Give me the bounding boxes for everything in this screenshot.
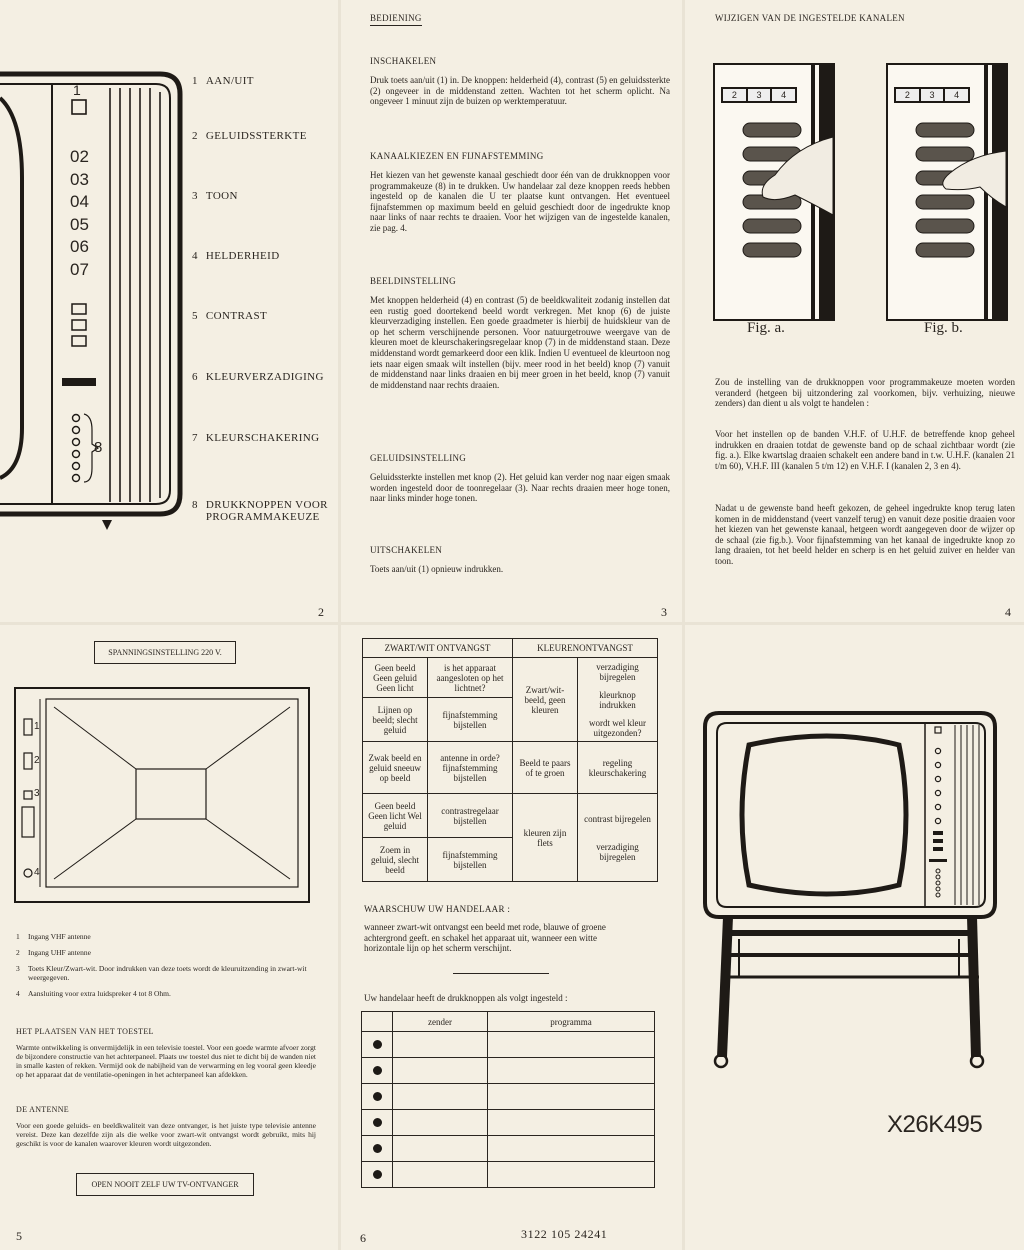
- page-3: [341, 0, 682, 622]
- bw-symptom: Geen beeld Geen geluid Geen licht: [363, 658, 428, 698]
- page-number-5: 5: [16, 1229, 22, 1243]
- terminal-label-3: 3: [34, 788, 40, 799]
- control-knob-5: 05: [70, 214, 89, 234]
- band-digit: 4: [772, 89, 795, 101]
- label-7: 7 KLEURSCHAKERING: [192, 432, 320, 444]
- zender-cell: [393, 1136, 488, 1162]
- bullet-dot-icon: [373, 1066, 382, 1075]
- programma-header: programma: [488, 1012, 655, 1032]
- bullet-dot-icon: [373, 1092, 382, 1101]
- label-3: 3 TOON: [192, 190, 238, 202]
- bullet-cell: [362, 1110, 393, 1136]
- troubleshooting-table: [362, 638, 658, 882]
- label-4: 4 HELDERHEID: [192, 250, 280, 262]
- bw-remedy: fijnafstemming bijstellen: [428, 698, 513, 742]
- programma-cell: [488, 1136, 655, 1162]
- section-inschakelen: [370, 56, 670, 107]
- bullet-dot-icon: [373, 1040, 382, 1049]
- zender-cell: [393, 1162, 488, 1188]
- zender-header: zender: [393, 1012, 488, 1032]
- section-heading: INSCHAKELEN: [370, 56, 437, 66]
- rear-panel-lines: [16, 689, 308, 901]
- tv-front-panel-diagram: [0, 58, 200, 618]
- color-remedies: verzadiging bijregelen kleurknop indrukken wordt wel kleur uitgezonden?: [578, 658, 658, 742]
- dealer-row: [362, 1058, 655, 1084]
- bw-symptom: Geen beeld Geen licht Wel geluid: [363, 794, 428, 838]
- program-buttons-label: 8: [94, 439, 103, 456]
- control-knob-3: 03: [70, 169, 89, 189]
- color-remedies: contrast bijregelen verzadiging bijregelen: [578, 794, 658, 882]
- programma-cell: [488, 1110, 655, 1136]
- paragraph-2: Voor het instellen op de banden V.H.F. of U.H.F. de betreffende knop geheel indrukken en draaien totdat de gewenste band op de schaal zichtbaar wordt (zie fig. a.). Elke kwartslag draaien schakelt een andere band in t.w. U.H.F. (kanalen 21 t/m 60), V.H.F. III (kanalen 5 t/m 12) en V.H.F. I (kanalen 2, 3 en 4).: [715, 429, 1015, 471]
- bullet-dot-icon: [373, 1118, 382, 1127]
- section-text: Toets aan/uit (1) opnieuw indrukken.: [370, 564, 504, 574]
- control-knob-list: [70, 146, 89, 281]
- figure-b-caption: Fig. b.: [924, 320, 963, 336]
- section-heading: BEELDINSTELLING: [370, 276, 456, 286]
- label-8: 8 DRUKKNOPPEN VOOR PROGRAMMAKEUZE: [192, 499, 328, 523]
- bw-remedy: fijnafstemming bijstellen: [428, 838, 513, 882]
- bw-symptom: Lijnen op beeld; slecht geluid: [363, 698, 428, 742]
- power-switch-number: 1: [73, 82, 81, 98]
- rear-panel-diagram: [14, 687, 310, 903]
- page-5: [0, 625, 338, 1250]
- section-text: Druk toets aan/uit (1) in. De knoppen: helderheid (4), contrast (5) en geluidssterkte (2) ongeveer in de middenstand zetten. Wachten tot het scherm oplicht. Na ongeveer 1 minuut zijn de buizen op werktemperatuur.: [370, 75, 670, 107]
- label-2: 2 GELUIDSSTERKTE: [192, 130, 307, 142]
- color-symptom: kleuren zijn flets: [513, 794, 578, 882]
- zender-cell: [393, 1058, 488, 1084]
- label-5: 5 CONTRAST: [192, 310, 268, 322]
- page-number-6: 6: [360, 1231, 366, 1245]
- figure-a: [713, 63, 835, 321]
- bullet-cell: [362, 1162, 393, 1188]
- dealer-row: [362, 1162, 655, 1188]
- bw-symptom: Zwak beeld en geluid sneeuw op beeld: [363, 742, 428, 794]
- programma-cell: [488, 1058, 655, 1084]
- terminal-label-4: 4: [34, 867, 40, 878]
- section-text: Warmte ontwikkeling is onvermijdelijk in een televisie toestel. Voor een goede warmte afvoer zorgt de bijzondere constructie van het achterpaneel. Plaats uw toestel dus niet te dicht bij de wanden niet in smalle kasten of rekken. Vermijd ook de nabijheid van de verwarming en leg vooral geen kleedje op het apparaat dat de ventilatie-openingen in het achterpaneel kan afdekken.: [16, 1043, 316, 1079]
- push-buttons-hand-illustration: [715, 65, 833, 319]
- model-number: X26K495: [887, 1111, 983, 1138]
- page-4: [685, 0, 1024, 622]
- figure-a-caption: Fig. a.: [747, 320, 785, 336]
- bullet-dot-icon: [373, 1170, 382, 1179]
- section-heading: UITSCHAKELEN: [370, 545, 443, 555]
- color-symptom: Beeld te paars of te groen: [513, 742, 578, 794]
- dot-column-header: [362, 1012, 393, 1032]
- programma-cell: [488, 1084, 655, 1110]
- zender-cell: [393, 1032, 488, 1058]
- note-1: 1 Ingang VHF antenne: [16, 932, 91, 941]
- page-2: [0, 0, 338, 622]
- section-heading: GELUIDSINSTELLING: [370, 453, 467, 463]
- page-6: [341, 625, 682, 1250]
- section-text: Voor een goede geluids- en beeldkwaliteit van deze ontvanger, is het juiste type televisie antenne vereist. Deze kan dezelfde zijn als die welke voor zwart-wit ontvangst wordt gebruikt, mits hij geschikt is voor de kanalen waarover kleuren wordt uitgezonden.: [16, 1121, 316, 1148]
- bw-remedy: antenne in orde? fijnafstemming bijstellen: [428, 742, 513, 794]
- divider: [453, 973, 549, 974]
- dealer-rows: [362, 1032, 655, 1188]
- dealer-row: [362, 1136, 655, 1162]
- figure-b: [886, 63, 1008, 321]
- header-bw: ZWART/WIT ONTVANGST: [363, 639, 513, 658]
- color-symptom: Zwart/wit-beeld, geen kleuren: [513, 658, 578, 742]
- control-knob-2: 02: [70, 147, 89, 166]
- section-kanaalkiezen: [370, 151, 670, 234]
- tv-set-illustration: [699, 705, 1019, 1075]
- section-heading: HET PLAATSEN VAN HET TOESTEL: [16, 1027, 154, 1036]
- control-knob-6: 06: [70, 237, 89, 256]
- warn-heading: WAARSCHUW UW HANDELAAR :: [364, 904, 511, 914]
- bw-remedy: is het apparaat aangesloten op het lichtnet?: [428, 658, 513, 698]
- note-2: 2 Ingang UHF antenne: [16, 948, 91, 957]
- section-heading: DE ANTENNE: [16, 1105, 69, 1114]
- band-digit: 3: [921, 89, 944, 101]
- zender-cell: [393, 1110, 488, 1136]
- note-3: 3 Toets Kleur/Zwart-wit. Door indrukken van deze toets wordt de kleuruitzending in zwart-wit weergegeven.: [16, 964, 307, 982]
- bullet-dot-icon: [373, 1144, 382, 1153]
- warn-text: wanneer zwart-wit ontvangst een beeld met rode, blauwe of groene achtergrond geeft. en schakel het apparaat uit, wanneer een witte horizontale lijn op het scherm verschijnt.: [364, 922, 606, 954]
- label-1: 1 AAN/UIT: [192, 75, 254, 87]
- section-plaatsen: [16, 1027, 316, 1079]
- band-digit: 4: [945, 89, 968, 101]
- terminal-label-2: 2: [34, 755, 40, 766]
- page-number-2: 2: [318, 605, 324, 619]
- warning-box-open-nooit: OPEN NOOIT ZELF UW TV-ONTVANGER: [76, 1173, 254, 1196]
- push-buttons-hand-illustration: [888, 65, 1006, 319]
- dealer-row: [362, 1032, 655, 1058]
- page-7-cover: [685, 625, 1024, 1250]
- bw-symptom: Zoem in geluid, slecht beeld: [363, 838, 428, 882]
- programma-cell: [488, 1032, 655, 1058]
- page-number-3: 3: [661, 605, 667, 619]
- section-antenne: [16, 1105, 316, 1148]
- paragraph-3: Nadat u de gewenste band heeft gekozen, de geheel ingedrukte knop terug laten komen in de middenstand (veert vanzelf terug) en vanuit deze positie draaien voor het kiezen van het gewenste kanaal, hetgeen wordt aangegeven door de wijzer op de schaal (zie fig.b.). Voor fijnafstemming van het kanaal de ingedrukte knop zo lang draaien, tot het beeld helder en scherp is en het geluid zuiver en helder van toon.: [715, 503, 1015, 566]
- section-heading: KANAALKIEZEN EN FIJNAFSTEMMING: [370, 151, 544, 161]
- bullet-cell: [362, 1084, 393, 1110]
- programma-cell: [488, 1162, 655, 1188]
- page-title-bediening: BEDIENING: [370, 13, 422, 26]
- bullet-cell: [362, 1136, 393, 1162]
- section-text: Geluidssterkte instellen met knop (2). Het geluid kan verder nog naar eigen smaak worden ingesteld door de toonregelaar (3). Naar rechts draaien meer hoge tonen, naar links minder hoge tonen.: [370, 472, 670, 504]
- section-beeldinstelling: [370, 276, 670, 390]
- dealer-row: [362, 1084, 655, 1110]
- note-4: 4 Aansluiting voor extra luidspreker 4 tot 8 Ohm.: [16, 989, 171, 998]
- section-geluidsinstelling: [370, 453, 670, 504]
- band-digit: 2: [723, 89, 746, 101]
- bullet-cell: [362, 1058, 393, 1084]
- dealer-row: [362, 1110, 655, 1136]
- control-knob-7: 07: [70, 259, 89, 279]
- bw-remedy: contrastregelaar bijstellen: [428, 794, 513, 838]
- section-uitschakelen: [370, 545, 670, 575]
- header-color: KLEURENONTVANGST: [513, 639, 658, 658]
- band-digit: 3: [748, 89, 771, 101]
- dealer-text: Uw handelaar heeft de drukknoppen als volgt ingesteld :: [364, 993, 568, 1003]
- voltage-setting-box: SPANNINGSINSTELLING 220 V.: [94, 641, 236, 664]
- label-6: 6 KLEURVERZADIGING: [192, 371, 324, 383]
- connection-notes: [16, 932, 316, 998]
- band-digit: 2: [896, 89, 919, 101]
- control-knob-4: 04: [70, 192, 89, 211]
- zender-cell: [393, 1084, 488, 1110]
- part-code: 3122 105 24241: [521, 1227, 608, 1241]
- terminal-label-1: 1: [34, 721, 40, 732]
- section-text: Met knoppen helderheid (4) en contrast (5) de beeldkwaliteit zodanig instellen dat een rustig goed doortekend beeld wordt verkregen. Met knop (6) de juiste kleurverzadiging instellen. Een goede graadmeter is hierbij de huidskleur van de op het scherm verschijnende personen. Voor natuurgetrouwe weergave van de kleuren moet de kleurschakeringsregelaar knop (7) in de middenstand staan. Deze middenstand wordt gemarkeerd door een klik. Indien U eventueel de kleurtoon nog iets naar eigen smaak wilt instellen (bijv. meer rood in het beeld) knop (7) vanuit de middenstand naar links draaien en bij meer groen in het beeld, knop (7) vanuit de middenstand naar rechts draaien.: [370, 295, 670, 390]
- page-number-4: 4: [1005, 605, 1011, 619]
- bullet-cell: [362, 1032, 393, 1058]
- page-title-wijzigen: WIJZIGEN VAN DE INGESTELDE KANALEN: [715, 13, 905, 23]
- color-remedies: regeling kleurschakering: [578, 742, 658, 794]
- paragraph-1: Zou de instelling van de drukknoppen voor programmakeuze moeten worden veranderd (hetgeen bij uitzondering zal voorkomen, bijv. verhuizing, nieuwe zenders) dan dient u als volgt te handelen :: [715, 377, 1015, 409]
- dealer-settings-table: [361, 1011, 655, 1188]
- section-text: Het kiezen van het gewenste kanaal geschiedt door één van de drukknoppen voor programmakeuze (8) in te drukken. Uw handelaar zal deze knoppen reeds hebben ingesteld op de kanalen die U ter plaatse kunt ontvangen. Het eventueel fijnafstemmen op maximum beeld en geluid geschiedt door de ingedrukte knop naar links of naar rechts te draaien. Voor het wijzigen van de ingestelde kanalen, zie pag. 4.: [370, 170, 670, 233]
